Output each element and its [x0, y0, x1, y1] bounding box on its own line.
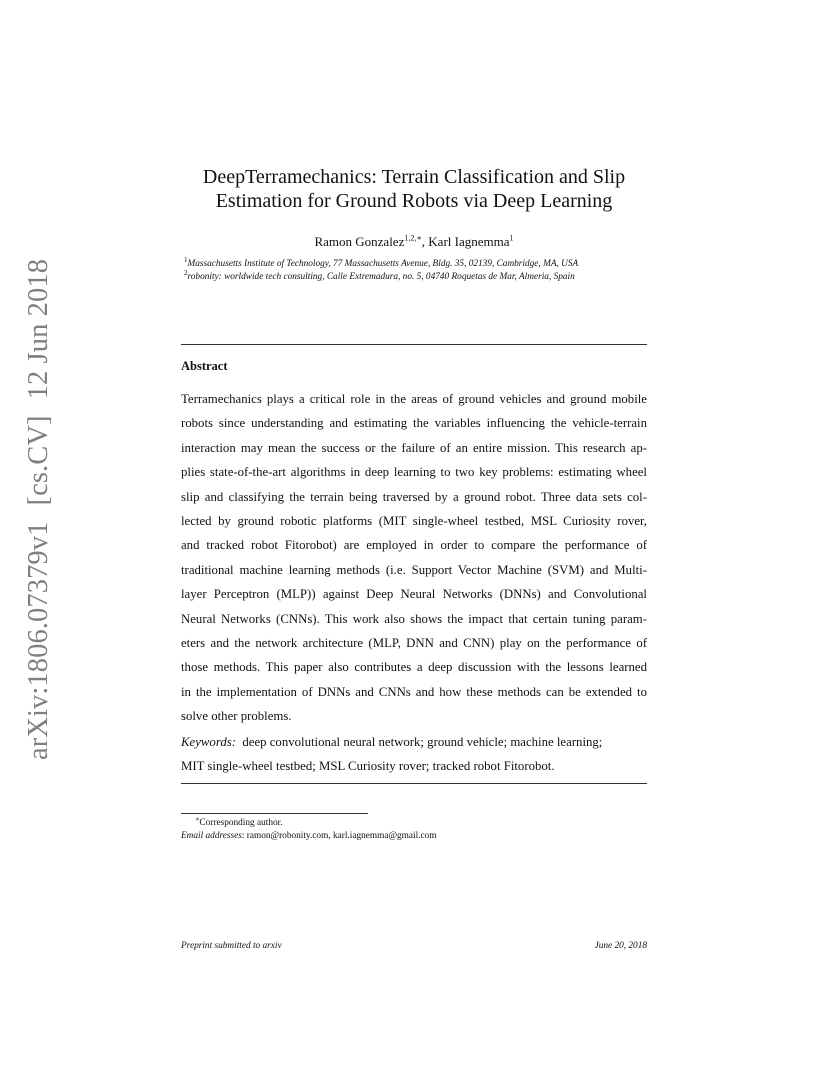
arxiv-date: 12 Jun 2018 — [23, 258, 54, 400]
footnote-rule — [181, 813, 368, 814]
email-list: : ramon@robonity.com, karl.iagnemma@gmail.com — [241, 831, 437, 841]
author-affiliation-marks: 1,2,∗ — [404, 233, 422, 243]
abstract-line: robots since understanding and estimating the variables influencing the vehicle-terrain — [181, 416, 647, 431]
email-label: Email addresses — [181, 831, 242, 841]
author-list — [180, 234, 648, 250]
abstract-bottom-rule — [181, 783, 647, 784]
keywords-text: deep convolutional neural network; ground vehicle; machine learning; — [242, 735, 603, 749]
title-line-2: Estimation for Ground Robots via Deep Learning — [215, 190, 613, 212]
abstract-line: Terramechanics plays a critical role in the areas of ground vehicles and ground mobile — [181, 392, 647, 406]
affiliation-mark: 2 — [184, 268, 188, 277]
abstract-line: solve other problems. — [181, 709, 292, 724]
arxiv-category: [cs.CV] — [23, 415, 54, 506]
keywords-block — [181, 730, 647, 779]
affiliation-mark: 1 — [184, 255, 188, 264]
preprint-date: June 20, 2018 — [594, 941, 647, 951]
arxiv-id: arXiv:1806.07379v1 — [23, 521, 54, 760]
preprint-note: Preprint submitted to arxiv — [181, 941, 282, 951]
abstract-heading: Abstract — [181, 359, 228, 373]
affiliations — [184, 255, 654, 283]
affiliation-text: robonity: worldwide tech consulting, Calle Extremadura, no. 5, 04740 Roquetas de Mar, Almeria, Spain — [187, 271, 575, 282]
keywords-label: Keywords: — [181, 735, 236, 749]
author-name: Karl Iagnemma — [428, 234, 510, 249]
arxiv-side-stamp — [22, 258, 56, 760]
author-affiliation-marks: 1 — [509, 233, 514, 243]
abstract-line: and tracked robot Fitorobot) are employed in order to compare the performance of — [181, 538, 647, 553]
footnotes — [181, 817, 437, 843]
abstract-line: layer Perceptron (MLP)) against Deep Neural Networks (DNNs) and Convolutional — [181, 587, 647, 602]
keywords-line — [181, 730, 647, 754]
affiliation-item — [184, 268, 654, 284]
abstract-line: those methods. This paper also contributes a deep discussion with the lessons learned — [181, 660, 647, 675]
abstract-line: plies state-of-the-art algorithms in deep learning to two key problems: estimating wheel — [181, 465, 647, 480]
affiliation-item — [184, 255, 654, 271]
title-line-1: DeepTerramechanics: Terrain Classification and Slip — [202, 166, 626, 188]
abstract-top-rule — [181, 344, 647, 345]
abstract-line: traditional machine learning methods (i.e. Support Vector Machine (SVM) and Multi- — [181, 562, 647, 577]
affiliation-text: Massachusetts Institute of Technology, 77 Massachusetts Avenue, Bldg. 35, 02139, Cambridge, MA, USA — [187, 259, 579, 269]
abstract-line: Neural Networks (CNNs). This work also shows the impact that certain tuning param- — [181, 611, 647, 626]
abstract-line: lected by ground robotic platforms (MIT single-wheel testbed, MSL Curiosity rover, — [181, 514, 647, 529]
author-separator: , — [421, 234, 429, 249]
abstract-line: in the implementation of DNNs and CNNs and how these methods can be extended to — [181, 684, 647, 699]
abstract-line: eters and the network architecture (MLP, DNN and CNN) play on the performance of — [181, 636, 647, 651]
corresponding-author-note — [181, 817, 437, 830]
email-addresses-note — [181, 830, 437, 843]
corresponding-author-text: Corresponding author. — [199, 818, 283, 828]
abstract-line: interaction may mean the success or the failure of an entire mission. This research ap- — [181, 440, 647, 455]
abstract-line: slip and classifying the terrain being traversed by a ground robot. Three data sets col- — [181, 489, 647, 504]
paper-title — [180, 165, 648, 213]
footnote-mark: ∗ — [195, 815, 200, 823]
keywords-line: MIT single-wheel testbed; MSL Curiosity rover; tracked robot Fitorobot. — [181, 759, 555, 774]
author-name: Ramon Gonzalez — [314, 234, 405, 249]
abstract-body — [181, 387, 647, 729]
